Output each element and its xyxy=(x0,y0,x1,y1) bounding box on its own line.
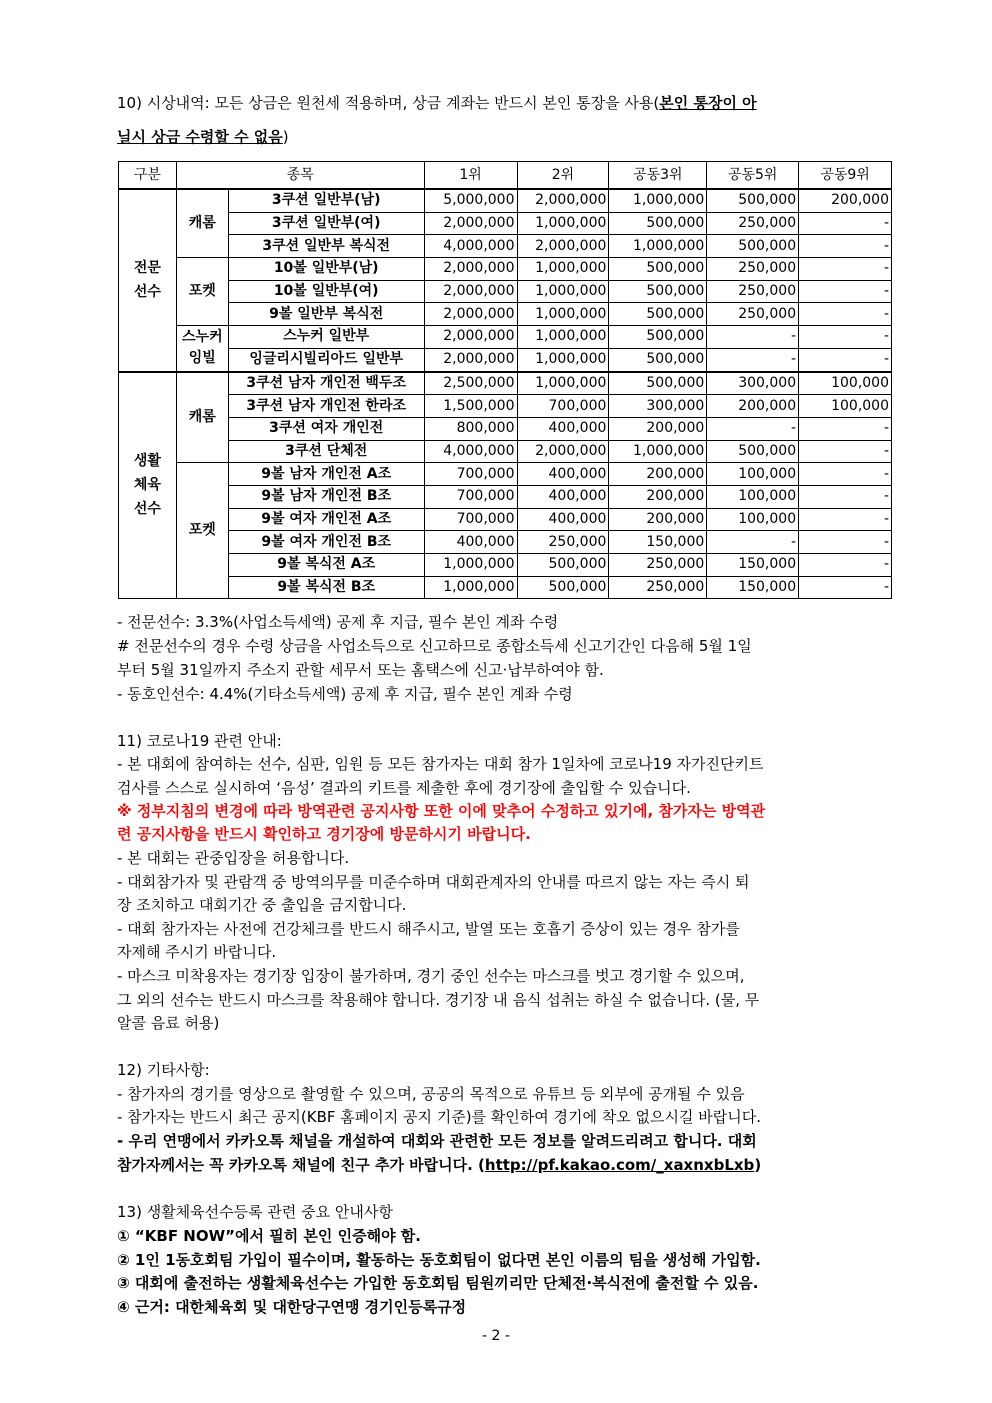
prize-cell-p9: - xyxy=(799,326,892,349)
prize-cell-p3: 150,000 xyxy=(609,531,707,554)
section11-warning: ※ 정부지침의 변경에 따라 방역관련 공지사항 또한 이에 맞추어 수정하고 있기에, 참가자는 방역관 xyxy=(117,802,766,820)
prize-cell-p1: 2,000,000 xyxy=(424,303,517,326)
prize-cell-p3: 1,000,000 xyxy=(609,189,707,212)
section11-line: 그 외의 선수는 반드시 마스크를 착용해야 합니다. 경기장 내 음식 섭취는 하실 수 없습니다. (물, 무 xyxy=(117,991,760,1009)
prize-cell-p1: 700,000 xyxy=(424,508,517,531)
prize-cell-p3: 500,000 xyxy=(609,258,707,281)
prize-cell-p2: 2,000,000 xyxy=(517,189,609,212)
section13-item: ④ 근거: 대한체육회 및 대한당구연맹 경기인등록규정 xyxy=(117,1298,467,1316)
section12-line: - 참가자는 반드시 최근 공지(KBF 홈페이지 공지 기준)를 확인하여 경기에 착오 없으시길 바랍니다. xyxy=(117,1108,761,1126)
prize-cell-p2: 1,000,000 xyxy=(517,372,609,395)
table-row xyxy=(119,485,892,508)
prize-cell-p3: 1,000,000 xyxy=(609,440,707,463)
prize-cell-p3: 250,000 xyxy=(609,576,707,599)
section12-kakao-notice: 참가자께서는 꼭 카카오톡 채널에 친구 추가 바랍니다. (http://pf.kakao.com/_xaxnxbLxb) xyxy=(117,1156,762,1174)
tax-note-pro: - 전문선수: 3.3%(사업소득세액) 공제 후 지급, 필수 본인 계좌 수령 xyxy=(117,613,559,631)
table-row xyxy=(119,280,892,303)
prize-table xyxy=(118,161,892,599)
category-cell: 생활 체육 선수 xyxy=(119,372,177,599)
prize-cell-p9: - xyxy=(799,463,892,486)
section12-line: - 참가자의 경기를 영상으로 촬영할 수 있으며, 공공의 목적으로 유튜브 등 외부에 공개될 수 있음 xyxy=(117,1085,745,1103)
prize-cell-p9: 100,000 xyxy=(799,372,892,395)
section13-item: ① “KBF NOW”에서 필히 본인 인증해야 함. xyxy=(117,1227,421,1245)
table-row xyxy=(119,212,892,235)
prize-cell-p9: - xyxy=(799,280,892,303)
section13-item: ② 1인 1동호회팀 가입이 필수이며, 활동하는 동호회팀이 없다면 본인 이름의 팀을 생성해 가입함. xyxy=(117,1251,761,1269)
table-row xyxy=(119,417,892,440)
prize-cell-p1: 2,500,000 xyxy=(424,372,517,395)
prize-cell-p5: 250,000 xyxy=(707,280,799,303)
page-number: - 2 - xyxy=(482,1328,510,1344)
table-row xyxy=(119,463,892,486)
prize-cell-p2: 1,000,000 xyxy=(517,326,609,349)
prize-cell-p1: 400,000 xyxy=(424,531,517,554)
tax-note-pro-detail1: # 전문선수의 경우 수령 상금을 사업소득으로 신고하므로 종합소득세 신고기간인 다음해 5월 1일 xyxy=(117,637,752,655)
prize-cell-p2: 1,000,000 xyxy=(517,212,609,235)
prize-cell-p9: - xyxy=(799,417,892,440)
prize-cell-p1: 800,000 xyxy=(424,417,517,440)
prize-cell-p9: - xyxy=(799,554,892,577)
prize-cell-p3: 200,000 xyxy=(609,463,707,486)
event-cell: 3쿠션 일반부(남) xyxy=(228,189,424,212)
event-cell: 3쿠션 단체전 xyxy=(228,440,424,463)
section11-line: 자제해 주시기 바랍니다. xyxy=(117,943,277,961)
event-cell: 10볼 일반부(여) xyxy=(228,280,424,303)
prize-cell-p2: 500,000 xyxy=(517,554,609,577)
prize-cell-p9: - xyxy=(799,508,892,531)
section11-line: 검사를 스스로 실시하여 ‘음성’ 결과의 키트를 제출한 후에 경기장에 출입할 수 있습니다. xyxy=(117,779,691,797)
event-cell: 9볼 여자 개인전 A조 xyxy=(228,508,424,531)
header-9th: 공동9위 xyxy=(799,162,892,190)
prize-cell-p3: 200,000 xyxy=(609,508,707,531)
table-row xyxy=(119,235,892,258)
prize-cell-p9: - xyxy=(799,212,892,235)
section11-line: 장 조치하고 대회기간 중 출입을 금지합니다. xyxy=(117,896,407,914)
event-cell: 3쿠션 여자 개인전 xyxy=(228,417,424,440)
event-cell: 9볼 복식전 B조 xyxy=(228,576,424,599)
event-cell: 3쿠션 일반부 복식전 xyxy=(228,235,424,258)
category-cell: 전문 선수 xyxy=(119,189,177,372)
prize-cell-p3: 1,000,000 xyxy=(609,235,707,258)
prize-cell-p2: 500,000 xyxy=(517,576,609,599)
section12-kakao-notice: - 우리 연맹에서 카카오톡 채널을 개설하여 대회와 관련한 모든 정보를 알려드리려고 합니다. 대회 xyxy=(117,1132,757,1150)
table-row xyxy=(119,189,892,212)
prize-cell-p2: 400,000 xyxy=(517,463,609,486)
prize-cell-p5: - xyxy=(707,326,799,349)
event-cell: 10볼 일반부(남) xyxy=(228,258,424,281)
prize-cell-p3: 500,000 xyxy=(609,280,707,303)
prize-cell-p9: - xyxy=(799,348,892,371)
prize-cell-p5: - xyxy=(707,417,799,440)
prize-cell-p5: 500,000 xyxy=(707,440,799,463)
prize-cell-p3: 500,000 xyxy=(609,372,707,395)
prize-cell-p2: 1,000,000 xyxy=(517,348,609,371)
prize-cell-p9: - xyxy=(799,440,892,463)
table-row xyxy=(119,303,892,326)
prize-cell-p1: 5,000,000 xyxy=(424,189,517,212)
prize-cell-p1: 2,000,000 xyxy=(424,258,517,281)
prize-cell-p5: 150,000 xyxy=(707,576,799,599)
table-header-row xyxy=(119,162,892,190)
tax-note-amateur: - 동호인선수: 4.4%(기타소득세액) 공제 후 지급, 필수 본인 계좌 수령 xyxy=(117,685,573,703)
prize-cell-p3: 500,000 xyxy=(609,212,707,235)
table-row xyxy=(119,372,892,395)
event-cell: 3쿠션 남자 개인전 백두조 xyxy=(228,372,424,395)
table-row xyxy=(119,576,892,599)
prize-cell-p3: 500,000 xyxy=(609,303,707,326)
subcategory-cell: 포켓 xyxy=(176,463,228,599)
kakao-channel-link[interactable]: http://pf.kakao.com/_xaxnxbLxb xyxy=(484,1156,755,1174)
header-event: 종목 xyxy=(176,162,424,190)
prize-cell-p9: - xyxy=(799,303,892,326)
prize-cell-p1: 2,000,000 xyxy=(424,348,517,371)
table-row xyxy=(119,395,892,418)
prize-cell-p9: - xyxy=(799,485,892,508)
subcategory-cell: 캐롬 xyxy=(176,372,228,463)
event-cell: 3쿠션 일반부(여) xyxy=(228,212,424,235)
prize-cell-p5: 100,000 xyxy=(707,463,799,486)
prize-cell-p3: 500,000 xyxy=(609,326,707,349)
prize-cell-p2: 2,000,000 xyxy=(517,235,609,258)
table-row xyxy=(119,508,892,531)
prize-cell-p1: 1,000,000 xyxy=(424,576,517,599)
prize-cell-p9: - xyxy=(799,531,892,554)
prize-cell-p2: 1,000,000 xyxy=(517,280,609,303)
prize-cell-p9: - xyxy=(799,235,892,258)
section11-line: - 마스크 미착용자는 경기장 입장이 불가하며, 경기 중인 선수는 마스크를 벗고 경기할 수 있으며, xyxy=(117,967,745,985)
prize-cell-p2: 2,000,000 xyxy=(517,440,609,463)
section10-warning-underlined: 본인 통장이 아 xyxy=(659,94,757,112)
section10-line1: 10) 시상내역: 모든 상금은 원천세 적용하며, 상금 계좌는 반드시 본인 통장을 사용(본인 통장이 아 xyxy=(117,94,757,112)
prize-cell-p1: 700,000 xyxy=(424,463,517,486)
section11-line: 알콜 음료 허용) xyxy=(117,1014,220,1032)
table-row xyxy=(119,348,892,371)
section13-item: ③ 대회에 출전하는 생활체육선수는 가입한 동호회팀 팀원끼리만 단체전·복식전에 출전할 수 있음. xyxy=(117,1274,759,1292)
prize-cell-p1: 2,000,000 xyxy=(424,280,517,303)
event-cell: 9볼 일반부 복식전 xyxy=(228,303,424,326)
table-row xyxy=(119,326,892,349)
subcategory-cell: 스누커 잉빌 xyxy=(176,326,228,372)
prize-cell-p3: 200,000 xyxy=(609,417,707,440)
table-row xyxy=(119,258,892,281)
section11-title: 11) 코로나19 관련 안내: xyxy=(117,732,282,750)
prize-cell-p5: 100,000 xyxy=(707,485,799,508)
prize-cell-p1: 4,000,000 xyxy=(424,235,517,258)
section11-line: - 대회참가자 및 관람객 중 방역의무를 미준수하며 대회관계자의 안내를 따르지 않는 자는 즉시 퇴 xyxy=(117,873,750,891)
section13-title: 13) 생활체육선수등록 관련 중요 안내사항 xyxy=(117,1203,393,1221)
prize-cell-p2: 1,000,000 xyxy=(517,258,609,281)
header-2nd: 2위 xyxy=(517,162,609,190)
section11-warning: 련 공지사항을 반드시 확인하고 경기장에 방문하시기 바랍니다. xyxy=(117,825,531,843)
prize-cell-p3: 500,000 xyxy=(609,348,707,371)
subcategory-cell: 캐롬 xyxy=(176,189,228,258)
prize-cell-p5: - xyxy=(707,531,799,554)
event-cell: 3쿠션 남자 개인전 한라조 xyxy=(228,395,424,418)
prize-cell-p1: 1,500,000 xyxy=(424,395,517,418)
prize-cell-p5: 150,000 xyxy=(707,554,799,577)
event-cell: 잉글리시빌리아드 일반부 xyxy=(228,348,424,371)
prize-cell-p5: 300,000 xyxy=(707,372,799,395)
event-cell: 9볼 복식전 A조 xyxy=(228,554,424,577)
prize-cell-p2: 400,000 xyxy=(517,508,609,531)
event-cell: 스누커 일반부 xyxy=(228,326,424,349)
header-1st: 1위 xyxy=(424,162,517,190)
prize-cell-p5: 250,000 xyxy=(707,258,799,281)
prize-cell-p9: - xyxy=(799,258,892,281)
table-row xyxy=(119,554,892,577)
prize-cell-p3: 200,000 xyxy=(609,485,707,508)
section12-title: 12) 기타사항: xyxy=(117,1061,210,1079)
prize-cell-p5: 250,000 xyxy=(707,303,799,326)
header-3rd: 공동3위 xyxy=(609,162,707,190)
prize-cell-p2: 400,000 xyxy=(517,485,609,508)
prize-cell-p5: 200,000 xyxy=(707,395,799,418)
section10-line2: 닐시 상금 수령할 수 없음) xyxy=(117,128,289,146)
prize-cell-p3: 300,000 xyxy=(609,395,707,418)
event-cell: 9볼 남자 개인전 A조 xyxy=(228,463,424,486)
prize-cell-p9: 200,000 xyxy=(799,189,892,212)
prize-cell-p1: 2,000,000 xyxy=(424,212,517,235)
section11-line: - 대회 참가자는 사전에 건강체크를 반드시 해주시고, 발열 또는 호흡기 증상이 있는 경우 참가를 xyxy=(117,920,740,938)
event-cell: 9볼 남자 개인전 B조 xyxy=(228,485,424,508)
prize-cell-p2: 250,000 xyxy=(517,531,609,554)
header-5th: 공동5위 xyxy=(707,162,799,190)
section11-line: - 본 대회에 참여하는 선수, 심판, 임원 등 모든 참가자는 대회 참가 1일차에 코로나19 자가진단키트 xyxy=(117,755,764,773)
prize-cell-p5: - xyxy=(707,348,799,371)
prize-cell-p3: 250,000 xyxy=(609,554,707,577)
prize-cell-p2: 700,000 xyxy=(517,395,609,418)
subcategory-cell: 포켓 xyxy=(176,258,228,326)
section11-line: - 본 대회는 관중입장을 허용합니다. xyxy=(117,849,350,867)
prize-cell-p9: 100,000 xyxy=(799,395,892,418)
prize-cell-p5: 100,000 xyxy=(707,508,799,531)
prize-cell-p5: 500,000 xyxy=(707,235,799,258)
event-cell: 9볼 여자 개인전 B조 xyxy=(228,531,424,554)
prize-cell-p1: 4,000,000 xyxy=(424,440,517,463)
tax-note-pro-detail2: 부터 5월 31일까지 주소지 관할 세무서 또는 홈택스에 신고·납부하여야 함. xyxy=(117,661,604,679)
prize-cell-p2: 400,000 xyxy=(517,417,609,440)
prize-cell-p1: 2,000,000 xyxy=(424,326,517,349)
table-row xyxy=(119,531,892,554)
prize-cell-p9: - xyxy=(799,576,892,599)
prize-cell-p1: 1,000,000 xyxy=(424,554,517,577)
prize-cell-p2: 1,000,000 xyxy=(517,303,609,326)
prize-cell-p1: 700,000 xyxy=(424,485,517,508)
table-row xyxy=(119,440,892,463)
header-category: 구분 xyxy=(119,162,177,190)
prize-cell-p5: 250,000 xyxy=(707,212,799,235)
prize-cell-p5: 500,000 xyxy=(707,189,799,212)
